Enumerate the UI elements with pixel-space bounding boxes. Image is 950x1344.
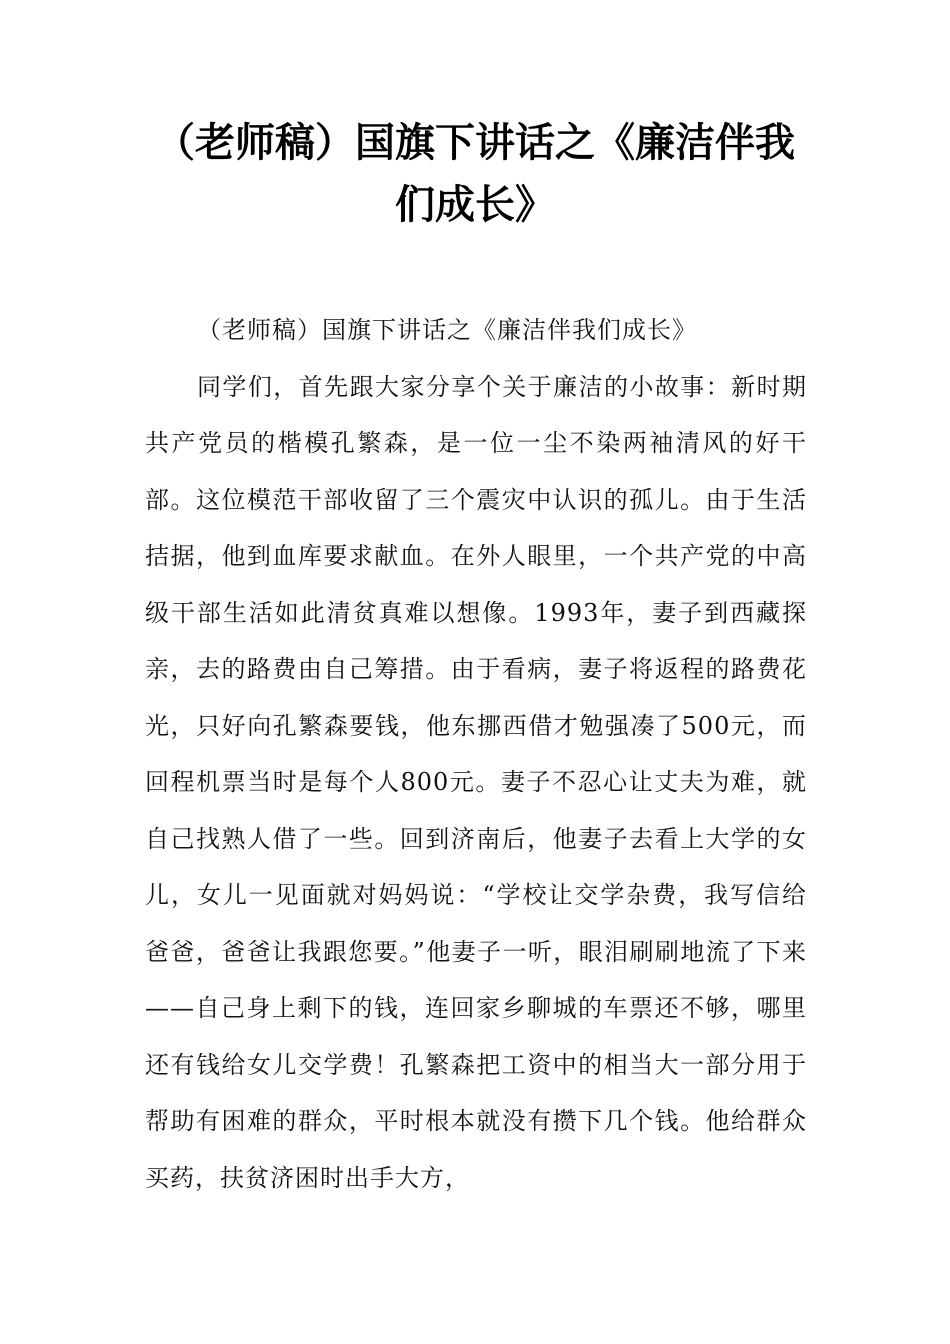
document-title: （老师稿）国旗下讲话之《廉洁伴我们成长》 (155, 120, 795, 228)
document-body (145, 302, 807, 1206)
body-paragraph: 同学们，首先跟大家分享个关于廉洁的小故事：新时期共产党员的楷模孔繁森，是一位一尘不染两袖清风的好干部。这位模范干部收留了三个震灾中认识的孤儿。由于生活拮据，他到血库要求献血。在外人眼里，一个共产党的中高级干部生活如此清贫真难以想像。1993年，妻子到西藏探亲，去的路费由自己筹措。由于看病，妻子将返程的路费花光，只好向孔繁森要钱，他东挪西借才勉强凑了500元，而回程机票当时是每个人800元。妻子不忍心让丈夫为难，就自己找熟人借了一些。回到济南后，他妻子去看上大学的女儿，女儿一见面就对妈妈说：“学校让交学杂费，我写信给爸爸，爸爸让我跟您要。”他妻子一听，眼泪刷刷地流了下来——自己身上剩下的钱，连回家乡聊城的车票还不够，哪里还有钱给女儿交学费！孔繁森把工资中的相当大一部分用于帮助有困难的群众，平时根本就没有攒下几个钱。他给群众买药，扶贫济困时出手大方， (145, 372, 807, 1192)
subtitle-paragraph: （老师稿）国旗下讲话之《廉洁伴我们成长》 (197, 316, 697, 344)
